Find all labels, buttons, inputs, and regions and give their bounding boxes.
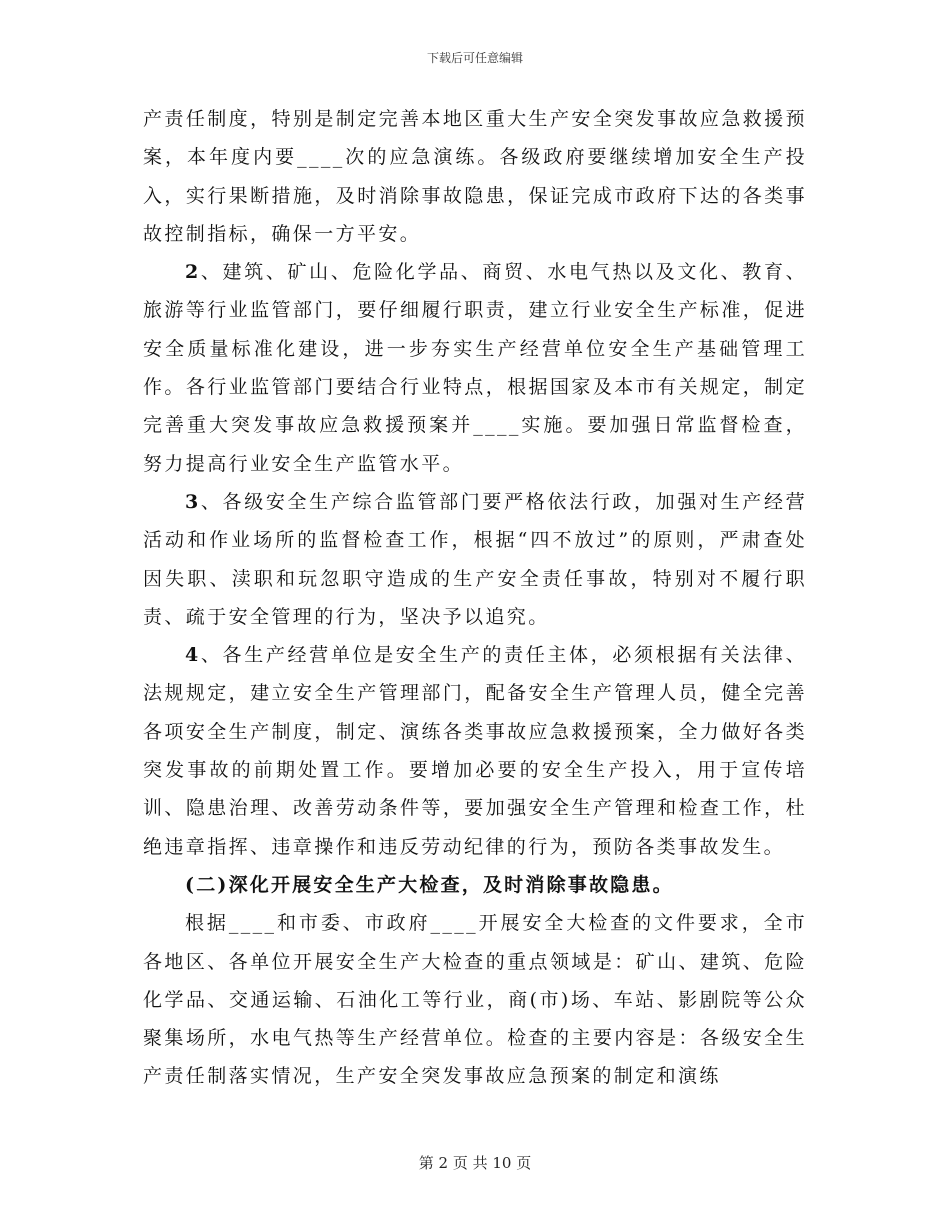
item-number: 2 xyxy=(185,261,201,284)
page-footer: 第 2 页 共 10 页 xyxy=(418,1154,532,1172)
item-number: 3 xyxy=(185,490,201,513)
paragraph-item-2 xyxy=(143,253,807,483)
paragraph-section-body: 根据____和市委、市政府____开展安全大检查的文件要求，全市各地区、各单位开展安全生产大检查的重点领域是：矿山、建筑、危险化学品、交通运输、石油化工等行业，商(市)场、车站、影剧院等公众聚集场所，水电气热等生产经营单位。检查的主要内容是：各级安全生产责任制落实情况，生产安全突发事故应急预案的制定和演练 xyxy=(143,912,807,1088)
item-text: 、各级安全生产综合监管部门要严格依法行政，加强对生产经营活动和作业场所的监督检查工作，根据“四不放过”的原则，严肃查处因失职、渎职和玩忽职守造成的生产安全责任事故，特别对不履行职责、疏于安全管理的行为，坚决予以追究。 xyxy=(143,490,807,628)
section-heading: (二)深化开展安全生产大检查，及时消除事故隐患。 xyxy=(185,873,674,896)
document-body xyxy=(143,100,807,1096)
paragraph-continued: 产责任制度，特别是制定完善本地区重大生产安全突发事故应急救援预案，本年度内要____次的应急演练。各级政府要继续增加安全生产投入，实行果断措施，及时消除事故隐患，保证完成市政府下达的各类事故控制指标，确保一方平安。 xyxy=(143,108,807,245)
page-header: 下载后可任意编辑 xyxy=(426,51,523,65)
item-text: 、各生产经营单位是安全生产的责任主体，必须根据有关法律、法规规定，建立安全生产管理部门，配备安全生产管理人员，健全完善各项安全生产制度，制定、演练各类事故应急救援预案，全力做好各类突发事故的前期处置工作。要增加必要的安全生产投入，用于宣传培训、隐患治理、改善劳动条件等，要加强安全生产管理和检查工作，杜绝违章指挥、违章操作和违反劳动纪律的行为，预防各类事故发生。 xyxy=(143,644,807,858)
paragraph-item-4 xyxy=(143,636,807,866)
paragraph-item-3 xyxy=(143,483,807,636)
item-text: 、建筑、矿山、危险化学品、商贸、水电气热以及文化、教育、旅游等行业监管部门，要仔细履行职责，建立行业安全生产标准，促进安全质量标准化建设，进一步夯实生产经营单位安全生产基础管理工作。各行业监管部门要结合行业特点，根据国家及本市有关规定，制定完善重大突发事故应急救援预案并____实施。要加强日常监督检查，努力提高行业安全生产监管水平。 xyxy=(143,261,807,475)
item-number: 4 xyxy=(185,644,201,667)
